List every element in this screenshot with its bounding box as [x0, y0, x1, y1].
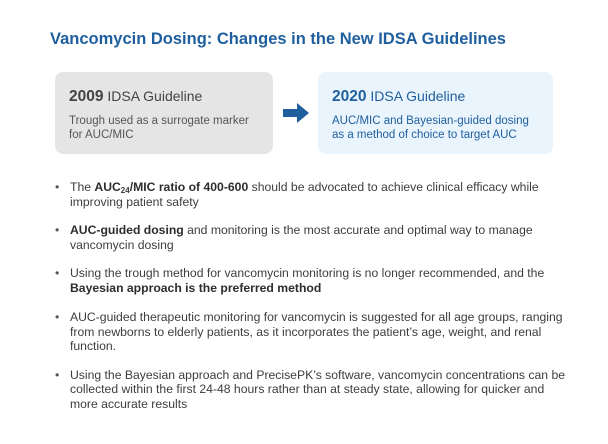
page-title: Vancomycin Dosing: Changes in the New IDSA Guidelines [50, 30, 506, 48]
guideline-2020-description: AUC/MIC and Bayesian-guided dosing as a method of choice to target AUC [332, 115, 529, 141]
key-point-auc-ratio [52, 180, 572, 209]
guideline-2009-heading [69, 88, 259, 106]
key-point-auc-guided [52, 223, 572, 252]
key-point-bold: /MIC ratio of 400-600 [129, 180, 249, 194]
guideline-2009-year: 2009 [69, 88, 104, 105]
guideline-2020-label: IDSA Guideline [370, 88, 466, 104]
key-points-list [52, 180, 572, 411]
key-point-text: AUC-guided therapeutic monitoring for vancomycin is suggested for all age groups, ranging from newborns to elderly patients, as it incorporates the patient’s age, weight, and renal function. [70, 310, 563, 353]
key-point-trough-method [52, 266, 572, 295]
key-point-text: should be advocated to achieve clinical efficacy while improving patient safety [70, 180, 539, 209]
guideline-2009-card [55, 72, 273, 154]
auc-subscript: 24 [120, 186, 130, 195]
key-point-bayesian-software [52, 368, 572, 412]
key-point-age-groups [52, 310, 572, 354]
right-arrow-icon [283, 103, 309, 123]
guideline-2020-heading [332, 88, 539, 106]
guideline-2020-year: 2020 [332, 88, 367, 105]
key-point-bold: AUC-guided dosing [70, 223, 184, 237]
guideline-2009-description: Trough used as a surrogate marker for AUC/MIC [69, 115, 249, 141]
guideline-2020-card [318, 72, 553, 154]
key-point-text: Using the trough method for vancomycin monitoring is no longer recommended, and the [70, 266, 545, 280]
key-point-text: Using the Bayesian approach and PrecisePK’s software, vancomycin concentrations can be collected within the first 24-48 hours rather than at steady state, allowing for quicker and more accurate results [70, 367, 565, 411]
guideline-2009-label: IDSA Guideline [107, 88, 203, 104]
key-point-text: and monitoring is the most accurate and optimal way to manage vancomycin dosing [70, 223, 533, 252]
key-point-bold: Bayesian approach is the preferred method [70, 280, 322, 295]
key-point-text: The [70, 180, 95, 194]
key-point-bold: AUC [94, 180, 121, 194]
